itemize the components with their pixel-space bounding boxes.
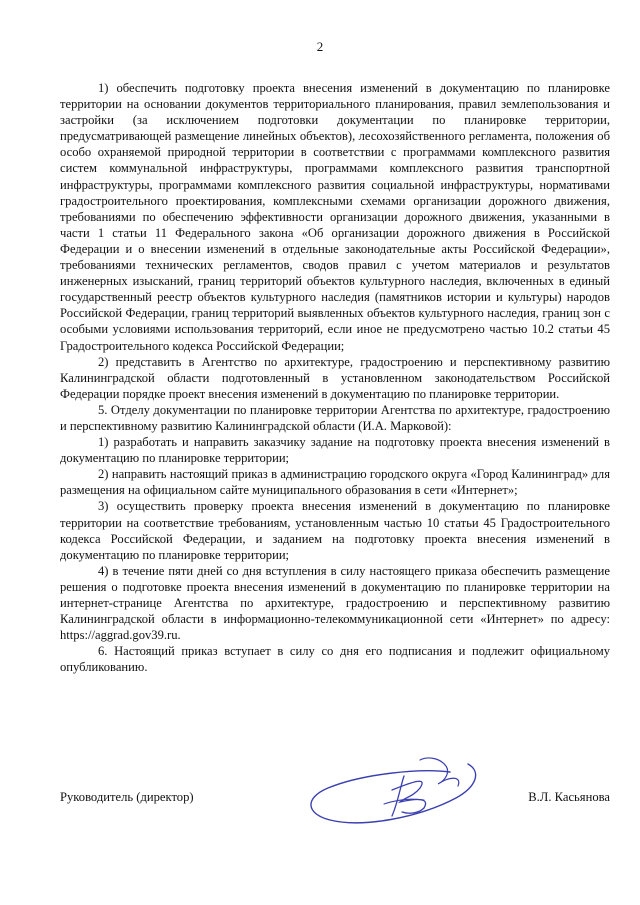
paragraph-section-5: 5. Отделу документации по планировке территории Агентства по архитектуре, градостроению и перспективному развитию Калининградской области (И.А. Марковой): [60, 402, 610, 433]
paragraph-5-item-3: 3) осуществить проверку проекта внесения изменений в документацию по планировке территории на соответствие требованиям, установленным частью 10 статьи 45 Градостроительного кодекса Российской Федерации, и заданием на подготовку проекта внесения изменений в документацию по планировке территории; [60, 499, 610, 562]
paragraph-5-item-1: 1) разработать и направить заказчику задание на подготовку проекта внесения изменений в документацию по планировке территории; [60, 435, 610, 466]
paragraph-section-6: 6. Настоящий приказ вступает в силу со дня его подписания и подлежит официальному опубликованию. [60, 644, 610, 675]
document-body [60, 80, 610, 675]
page-number: 2 [316, 39, 324, 54]
signatory-title: Руководитель (директор) [60, 790, 194, 804]
signatory-name: В.Л. Касьянова [528, 790, 610, 804]
paragraph-5-item-2: 2) направить настоящий приказ в администрацию городского округа «Город Калининград» для размещения на официальном сайте муниципального образования в сети «Интернет»; [60, 467, 610, 498]
paragraph-item-2: 2) представить в Агентство по архитектуре, градостроению и перспективному развитию Калининградской области подготовленный в установленном законодательством Российской Федерации порядке проект внесения изменений в документацию по планировке территории. [60, 354, 610, 401]
signature-block [60, 754, 610, 834]
handwritten-signature [300, 754, 485, 832]
paragraph-item-1: 1) обеспечить подготовку проекта внесения изменений в документацию по планировке территории на основании документов территориального планирования, правил землепользования и застройки (за исключением подготовки документации по планировке территории, предусматривающей размещение линейных объектов), лесохозяйственного регламента, положения об особо охраняемой природной территории в соответствии с программами комплексного развития систем коммунальной инфраструктуры, программами комплексного развития транспортной инфраструктуры, программами комплексного развития социальной инфраструктуры, нормативами градостроительного проектирования, комплексными схемами организации дорожного движения, требованиями по обеспечению эффективности организации дорожного движения, указанными в части 1 статьи 11 Федерального закона «Об организации дорожного движения в Российской Федерации и о внесении изменений в отдельные законодательные акты Российской Федерации», требованиями технических регламентов, сводов правил с учетом материалов и результатов инженерных изысканий, границ территорий объектов культурного наследия, включенных в единый государственный реестр объектов культурного наследия (памятников истории и культуры) народов Российской Федерации, границ территорий выявленных объектов культурного наследия, границ зон с особыми условиями использования территорий, если иное не предусмотрено частью 10.2 статьи 45 Градостроительного кодекса Российской Федерации; [60, 81, 610, 353]
paragraph-5-item-4: 4) в течение пяти дней со дня вступления в силу настоящего приказа обеспечить размещение решения о подготовке проекта внесения изменений в документацию по планировке территории на интернет-странице Агентства по архитектуре, градостроению и перспективному развитию Калининградской области в информационно-телекоммуникационной сети «Интернет» по адресу: https://aggrad.gov39.ru. [60, 563, 610, 643]
